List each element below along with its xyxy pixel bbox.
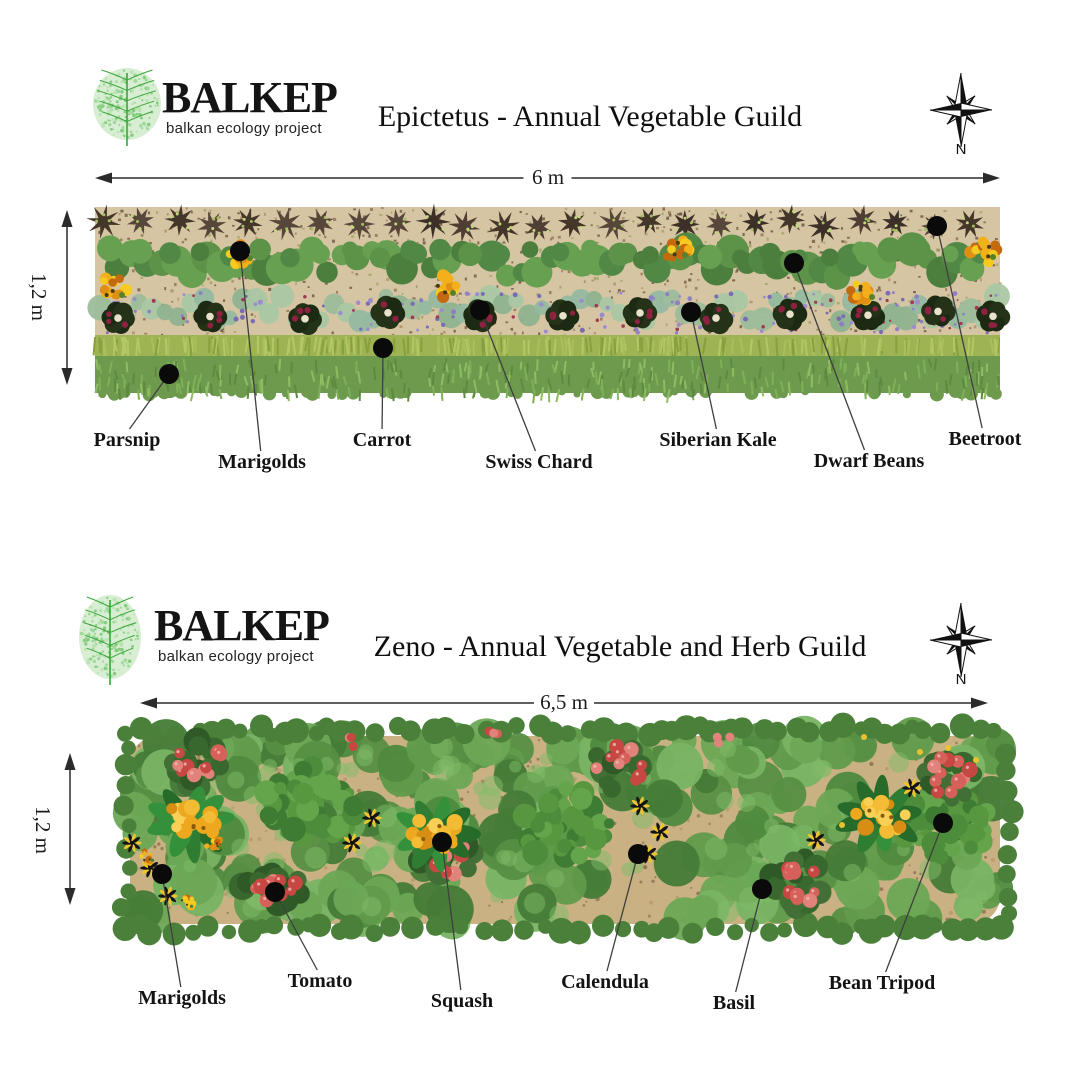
label-dot-bean-tripod: [933, 813, 953, 833]
plant-label-marigolds: Marigolds: [138, 987, 226, 1009]
compass-north-label: N: [955, 141, 967, 158]
label-dot-siberian-kale: [681, 302, 701, 322]
balkep-logo-wordmark: BALKEP: [154, 601, 329, 650]
compass-rose-epictetus: [930, 73, 992, 147]
label-dot-calendula: [628, 844, 648, 864]
plant-label-tomato: Tomato: [287, 970, 353, 992]
label-dot-marigolds: [152, 864, 172, 884]
bed-zeno-illustration: [112, 713, 1024, 946]
balkep-leaf-icon: [79, 595, 141, 685]
balkep-logo-wordmark: BALKEP: [162, 73, 337, 122]
height-dimension-line-zeno: [65, 753, 76, 905]
label-dot-swiss-chard: [470, 300, 490, 320]
plant-label-marigolds: Marigolds: [218, 451, 306, 473]
diagram-title-zeno: Zeno - Annual Vegetable and Herb Guild: [373, 630, 867, 663]
plant-label-carrot: Carrot: [352, 429, 412, 451]
plant-label-swiss-chard: Swiss Chard: [485, 451, 593, 473]
balkep-logo-subtitle: balkan ecology project: [166, 120, 322, 137]
plant-label-squash: Squash: [430, 990, 494, 1012]
diagram-title-epictetus: Epictetus - Annual Vegetable Guild: [377, 100, 803, 133]
compass-rose-zeno: [930, 603, 992, 677]
bed-epictetus-illustration: [86, 204, 1010, 404]
width-dimension-label-zeno: 6,5 m: [540, 690, 588, 714]
label-dot-tomato: [265, 882, 285, 902]
plant-label-parsnip: Parsnip: [93, 429, 161, 451]
label-dot-parsnip: [159, 364, 179, 384]
parsnip-grass: [95, 356, 1002, 403]
height-dimension-line-epictetus: [62, 210, 73, 385]
compass-north-label: N: [955, 671, 967, 688]
balkep-logo-subtitle: balkan ecology project: [158, 648, 314, 665]
plant-label-calendula: Calendula: [561, 971, 649, 993]
balkep-leaf-icon: [93, 68, 161, 146]
plant-label-basil: Basil: [712, 992, 756, 1014]
plant-label-bean-tripod: Bean Tripod: [828, 972, 936, 994]
label-dot-dwarf-beans: [784, 253, 804, 273]
label-dot-carrot: [373, 338, 393, 358]
label-dot-marigolds: [230, 241, 250, 261]
carrot-top-strip: [94, 335, 1000, 359]
plant-label-beetroot: Beetroot: [948, 428, 1022, 450]
label-dot-squash: [432, 832, 452, 852]
height-dimension-label-zeno: 1,2 m: [31, 806, 55, 854]
width-dimension-label-epictetus: 6 m: [531, 165, 565, 189]
height-dimension-label-epictetus: 1,2 m: [27, 273, 51, 321]
plant-label-dwarf-beans: Dwarf Beans: [813, 450, 925, 472]
plant-label-siberian-kale: Siberian Kale: [659, 429, 777, 451]
label-dot-beetroot: [927, 216, 947, 236]
label-dot-basil: [752, 879, 772, 899]
